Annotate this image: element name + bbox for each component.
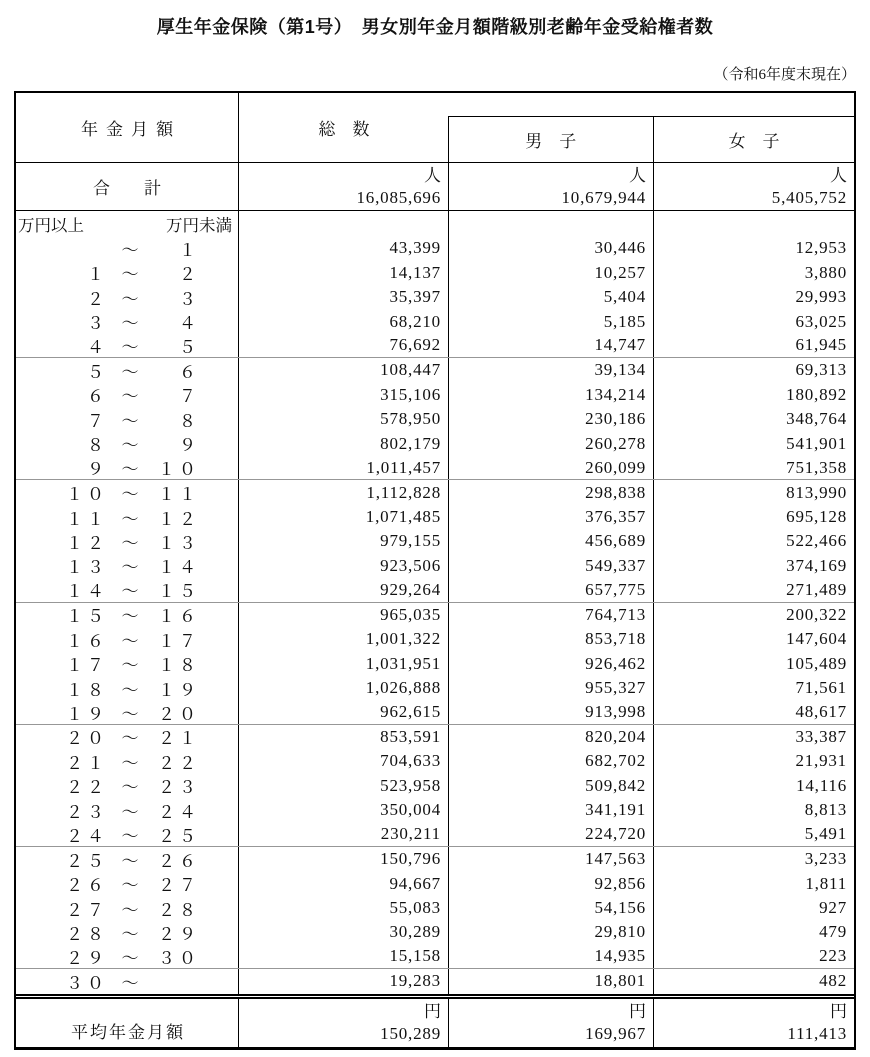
female-value: 21,931 xyxy=(795,751,847,771)
range-label xyxy=(16,505,239,529)
table-body xyxy=(16,236,854,994)
female-value: 48,617 xyxy=(795,702,847,722)
unit-yen: 円 xyxy=(424,1001,441,1021)
total-value: 35,397 xyxy=(239,285,449,309)
tilde: ～ xyxy=(121,924,139,944)
female-value: 12,953 xyxy=(795,238,847,258)
total-value: 1,011,457 xyxy=(239,456,449,479)
female-value: 223 xyxy=(819,946,847,966)
tilde: ～ xyxy=(121,411,139,431)
tilde: ～ xyxy=(121,631,139,651)
tilde: ～ xyxy=(121,337,139,357)
total-value: 523,958 xyxy=(239,774,449,798)
male-value: 509,842 xyxy=(449,774,654,798)
range-lo: ２６ xyxy=(66,876,108,896)
table-row xyxy=(16,798,854,822)
total-value: 802,179 xyxy=(239,432,449,456)
total-value: 108,447 xyxy=(239,358,449,382)
grand-total-label: 合 計 xyxy=(16,163,239,210)
tilde: ～ xyxy=(121,240,139,260)
tilde: ～ xyxy=(121,778,139,798)
range-lo: ２０ xyxy=(66,729,108,749)
range-lo: ５ xyxy=(87,362,108,382)
tilde: ～ xyxy=(121,289,139,309)
male-value: 134,214 xyxy=(449,383,654,407)
range-lo: １０ xyxy=(66,485,108,505)
male-value: 260,099 xyxy=(449,456,654,479)
total-value: 94,667 xyxy=(239,871,449,895)
table-row xyxy=(16,627,854,651)
female-value: 813,990 xyxy=(786,482,847,502)
female-value: 927 xyxy=(819,898,847,918)
total-value: 1,026,888 xyxy=(239,676,449,700)
range-lo: ６ xyxy=(87,387,108,407)
male-value: 764,713 xyxy=(449,603,654,627)
range-label xyxy=(16,383,239,407)
range-lo: ７ xyxy=(87,411,108,431)
range-label xyxy=(16,529,239,553)
table-row xyxy=(16,700,854,724)
range-label xyxy=(16,725,239,749)
range-hi: ２８ xyxy=(158,900,200,920)
range-hi: ２４ xyxy=(158,802,200,822)
range-label xyxy=(16,480,239,504)
range-label xyxy=(16,603,239,627)
table-row xyxy=(16,432,854,456)
range-lo: ２３ xyxy=(66,802,108,822)
range-lo: ２７ xyxy=(66,900,108,920)
tilde: ～ xyxy=(121,704,139,724)
tilde: ～ xyxy=(121,314,139,334)
range-lo: １４ xyxy=(66,582,108,602)
range-label xyxy=(16,432,239,456)
pension-table xyxy=(14,91,856,1050)
male-value: 913,998 xyxy=(449,700,654,723)
range-lo: ２１ xyxy=(66,753,108,773)
female-value: 61,945 xyxy=(795,335,847,355)
table-row xyxy=(16,871,854,895)
range-header-row xyxy=(16,211,854,236)
male-value: 5,185 xyxy=(449,309,654,333)
female-value: 3,880 xyxy=(804,262,847,282)
table-row xyxy=(16,725,854,749)
female-value: 33,387 xyxy=(795,726,847,746)
table-row xyxy=(16,480,854,504)
grand-total-male-value: 10,679,944 xyxy=(561,187,646,207)
female-value: 5,491 xyxy=(804,824,847,844)
table-row xyxy=(16,383,854,407)
range-lo: ２４ xyxy=(66,826,108,846)
table-row xyxy=(16,285,854,309)
range-label xyxy=(16,871,239,895)
female-value: 348,764 xyxy=(786,409,847,429)
total-value: 929,264 xyxy=(239,578,449,601)
female-value: 8,813 xyxy=(804,800,847,820)
report-date: （令和6年度末現在） xyxy=(713,67,856,83)
range-label xyxy=(16,554,239,578)
average-male-value: 169,967 xyxy=(585,1023,646,1043)
total-value: 315,106 xyxy=(239,383,449,407)
range-hi: １８ xyxy=(158,656,200,676)
total-value: 76,692 xyxy=(239,334,449,357)
col-header-female-cell xyxy=(654,93,854,162)
range-label xyxy=(16,896,239,920)
male-value: 341,191 xyxy=(449,798,654,822)
tilde: ～ xyxy=(121,533,139,553)
range-hi: １４ xyxy=(158,558,200,578)
female-value: 522,466 xyxy=(786,531,847,551)
range-hi: ５ xyxy=(179,337,200,357)
male-value: 5,404 xyxy=(449,285,654,309)
range-lo: ８ xyxy=(87,436,108,456)
unit-yen: 円 xyxy=(830,1001,847,1021)
male-value: 54,156 xyxy=(449,896,654,920)
range-label xyxy=(16,309,239,333)
range-label xyxy=(16,651,239,675)
unit-person: 人 xyxy=(830,165,847,185)
range-lo: １８ xyxy=(66,680,108,700)
col-header-male: 男子 xyxy=(448,116,655,162)
range-hi: １６ xyxy=(158,607,200,627)
male-value: 18,801 xyxy=(449,969,654,993)
male-value: 549,337 xyxy=(449,554,654,578)
female-value: 541,901 xyxy=(786,433,847,453)
range-hi: ２３ xyxy=(158,778,200,798)
female-value: 29,993 xyxy=(795,287,847,307)
col-header-pension-amount: 年金月額 xyxy=(16,93,239,162)
range-label xyxy=(16,798,239,822)
range-hi: ２９ xyxy=(158,924,200,944)
range-lo: １ xyxy=(87,265,108,285)
tilde: ～ xyxy=(121,387,139,407)
female-value: 71,561 xyxy=(795,678,847,698)
range-hi: ２２ xyxy=(158,753,200,773)
table-row xyxy=(16,578,854,602)
table-row xyxy=(16,920,854,944)
total-value: 1,001,322 xyxy=(239,627,449,651)
unit-person: 人 xyxy=(424,165,441,185)
range-label xyxy=(16,358,239,382)
range-label xyxy=(16,627,239,651)
total-value: 15,158 xyxy=(239,945,449,968)
total-value: 923,506 xyxy=(239,554,449,578)
female-value: 14,116 xyxy=(796,775,847,795)
male-value: 39,134 xyxy=(449,358,654,382)
range-lo: ３ xyxy=(87,314,108,334)
range-lo: １３ xyxy=(66,558,108,578)
range-hi: １１ xyxy=(158,485,200,505)
range-label xyxy=(16,700,239,723)
range-lo: １２ xyxy=(66,533,108,553)
average-total-value: 150,289 xyxy=(380,1023,441,1043)
male-value: 820,204 xyxy=(449,725,654,749)
tilde: ～ xyxy=(121,582,139,602)
tilde: ～ xyxy=(121,973,139,993)
male-value: 298,838 xyxy=(449,480,654,504)
male-value: 376,357 xyxy=(449,505,654,529)
tilde: ～ xyxy=(121,558,139,578)
total-value: 55,083 xyxy=(239,896,449,920)
total-value: 578,950 xyxy=(239,407,449,431)
range-lo: １５ xyxy=(66,607,108,627)
empty-cell xyxy=(654,211,854,236)
total-value: 150,796 xyxy=(239,847,449,871)
tilde: ～ xyxy=(121,802,139,822)
total-value: 19,283 xyxy=(239,969,449,993)
total-value: 1,031,951 xyxy=(239,651,449,675)
range-hi: ４ xyxy=(179,314,200,334)
total-value: 230,211 xyxy=(239,823,449,846)
page-title: 厚生年金保険（第1号） 男女別年金月額階級別老齢年金受給権者数 xyxy=(156,17,714,37)
range-hi: ３ xyxy=(179,289,200,309)
range-label xyxy=(16,285,239,309)
female-value: 271,489 xyxy=(786,579,847,599)
range-hi: １９ xyxy=(158,680,200,700)
tilde: ～ xyxy=(121,265,139,285)
unit-person: 人 xyxy=(629,165,646,185)
range-hi: ３０ xyxy=(158,948,200,968)
grand-total-total xyxy=(239,163,449,210)
range-hi: ２５ xyxy=(158,826,200,846)
tilde: ～ xyxy=(121,656,139,676)
grand-total-male xyxy=(449,163,654,210)
range-label xyxy=(16,774,239,798)
female-value: 63,025 xyxy=(795,311,847,331)
female-value: 105,489 xyxy=(786,653,847,673)
female-value: 69,313 xyxy=(795,360,847,380)
female-value: 695,128 xyxy=(786,507,847,527)
range-lo: ２２ xyxy=(66,778,108,798)
female-value: 3,233 xyxy=(804,849,847,869)
range-lo: １７ xyxy=(66,656,108,676)
male-value: 30,446 xyxy=(449,236,654,260)
total-value: 853,591 xyxy=(239,725,449,749)
average-female xyxy=(654,999,854,1047)
range-hi: ９ xyxy=(179,436,200,456)
total-value: 704,633 xyxy=(239,749,449,773)
total-value: 30,289 xyxy=(239,920,449,944)
table-row xyxy=(16,896,854,920)
range-hi: １５ xyxy=(158,582,200,602)
male-value: 853,718 xyxy=(449,627,654,651)
range-hi: １ xyxy=(179,240,200,260)
table-row xyxy=(16,407,854,431)
range-label xyxy=(16,847,239,871)
range-label xyxy=(16,945,239,968)
male-value: 456,689 xyxy=(449,529,654,553)
male-value: 29,810 xyxy=(449,920,654,944)
table-row xyxy=(16,309,854,333)
male-value: 955,327 xyxy=(449,676,654,700)
range-label xyxy=(16,456,239,479)
female-value: 200,322 xyxy=(786,604,847,624)
male-value: 682,702 xyxy=(449,749,654,773)
total-value: 68,210 xyxy=(239,309,449,333)
total-value: 979,155 xyxy=(239,529,449,553)
grand-total-total-value: 16,085,696 xyxy=(356,187,441,207)
table-row xyxy=(16,236,854,260)
tilde: ～ xyxy=(121,460,139,480)
range-lo: １９ xyxy=(66,704,108,724)
average-row xyxy=(16,994,854,1047)
table-row xyxy=(16,334,854,358)
table-row xyxy=(16,505,854,529)
average-female-value: 111,413 xyxy=(787,1023,847,1043)
female-value: 751,358 xyxy=(786,457,847,477)
col-header-male-cell xyxy=(449,93,654,162)
grand-total-female-value: 5,405,752 xyxy=(771,187,847,207)
average-male xyxy=(449,999,654,1047)
total-value: 965,035 xyxy=(239,603,449,627)
range-lo: １１ xyxy=(66,509,108,529)
tilde: ～ xyxy=(121,362,139,382)
range-label xyxy=(16,236,239,260)
tilde: ～ xyxy=(121,509,139,529)
table-row xyxy=(16,945,854,969)
table-row xyxy=(16,358,854,382)
unit-yen: 円 xyxy=(629,1001,646,1021)
table-row xyxy=(16,456,854,480)
male-value: 14,935 xyxy=(449,945,654,968)
male-value: 657,775 xyxy=(449,578,654,601)
total-value: 1,112,828 xyxy=(239,480,449,504)
tilde: ～ xyxy=(121,876,139,896)
female-value: 180,892 xyxy=(786,384,847,404)
range-lo: １６ xyxy=(66,631,108,651)
range-label xyxy=(16,676,239,700)
range-label xyxy=(16,920,239,944)
col-header-female: 女子 xyxy=(654,116,854,162)
range-lo: ４ xyxy=(87,337,108,357)
male-value: 230,186 xyxy=(449,407,654,431)
total-value: 43,399 xyxy=(239,236,449,260)
male-value: 147,563 xyxy=(449,847,654,871)
table-row xyxy=(16,651,854,675)
grand-total-female xyxy=(654,163,854,210)
range-label xyxy=(16,260,239,284)
total-value: 14,137 xyxy=(239,260,449,284)
female-value: 147,604 xyxy=(786,629,847,649)
range-hi: ７ xyxy=(179,387,200,407)
range-hi: ８ xyxy=(179,411,200,431)
tilde: ～ xyxy=(121,900,139,920)
tilde: ～ xyxy=(121,753,139,773)
tilde: ～ xyxy=(121,948,139,968)
range-hi: ６ xyxy=(179,362,200,382)
range-lo: ２９ xyxy=(66,948,108,968)
average-row-label: 平均年金月額 xyxy=(16,999,239,1047)
table-row xyxy=(16,676,854,700)
table-row xyxy=(16,823,854,847)
grand-total-row xyxy=(16,163,854,211)
range-hi: １７ xyxy=(158,631,200,651)
empty-cell xyxy=(449,211,654,236)
table-row xyxy=(16,847,854,871)
range-hi: ２７ xyxy=(158,876,200,896)
range-hi: １２ xyxy=(158,509,200,529)
range-header-left: 万円以上 xyxy=(18,215,84,235)
range-hi: ２１ xyxy=(158,729,200,749)
table-header xyxy=(16,93,854,163)
male-value: 14,747 xyxy=(449,334,654,357)
male-value: 10,257 xyxy=(449,260,654,284)
range-hi: ２ xyxy=(179,265,200,285)
total-value: 962,615 xyxy=(239,700,449,723)
range-lo: ２５ xyxy=(66,851,108,871)
tilde: ～ xyxy=(121,729,139,749)
range-hi: ２６ xyxy=(158,851,200,871)
table-row xyxy=(16,603,854,627)
female-value: 1,811 xyxy=(805,873,847,893)
range-lo: ９ xyxy=(87,460,108,480)
range-lo: ２８ xyxy=(66,924,108,944)
range-label xyxy=(16,407,239,431)
range-lo: ３０ xyxy=(66,973,108,993)
male-value: 92,856 xyxy=(449,871,654,895)
table-row xyxy=(16,554,854,578)
tilde: ～ xyxy=(121,851,139,871)
range-label xyxy=(16,334,239,357)
range-label xyxy=(16,749,239,773)
male-value: 260,278 xyxy=(449,432,654,456)
tilde: ～ xyxy=(121,436,139,456)
range-label xyxy=(16,578,239,601)
range-label xyxy=(16,823,239,846)
tilde: ～ xyxy=(121,680,139,700)
range-header-right: 万円未満 xyxy=(166,215,232,235)
range-header xyxy=(16,211,239,236)
male-value: 224,720 xyxy=(449,823,654,846)
male-value: 926,462 xyxy=(449,651,654,675)
tilde: ～ xyxy=(121,485,139,505)
table-row xyxy=(16,260,854,284)
female-value: 479 xyxy=(819,922,847,942)
range-label xyxy=(16,969,239,993)
total-value: 350,004 xyxy=(239,798,449,822)
tilde: ～ xyxy=(121,826,139,846)
table-row xyxy=(16,529,854,553)
range-hi: １０ xyxy=(158,460,200,480)
range-hi: １３ xyxy=(158,533,200,553)
female-value: 374,169 xyxy=(786,555,847,575)
range-hi: ２０ xyxy=(158,704,200,724)
average-total xyxy=(239,999,449,1047)
table-row xyxy=(16,749,854,773)
tilde: ～ xyxy=(121,607,139,627)
range-lo: ２ xyxy=(87,289,108,309)
table-row xyxy=(16,969,854,993)
empty-cell xyxy=(239,211,449,236)
total-value: 1,071,485 xyxy=(239,505,449,529)
female-value: 482 xyxy=(819,971,847,991)
table-row xyxy=(16,774,854,798)
col-header-total: 総数 xyxy=(318,120,387,139)
